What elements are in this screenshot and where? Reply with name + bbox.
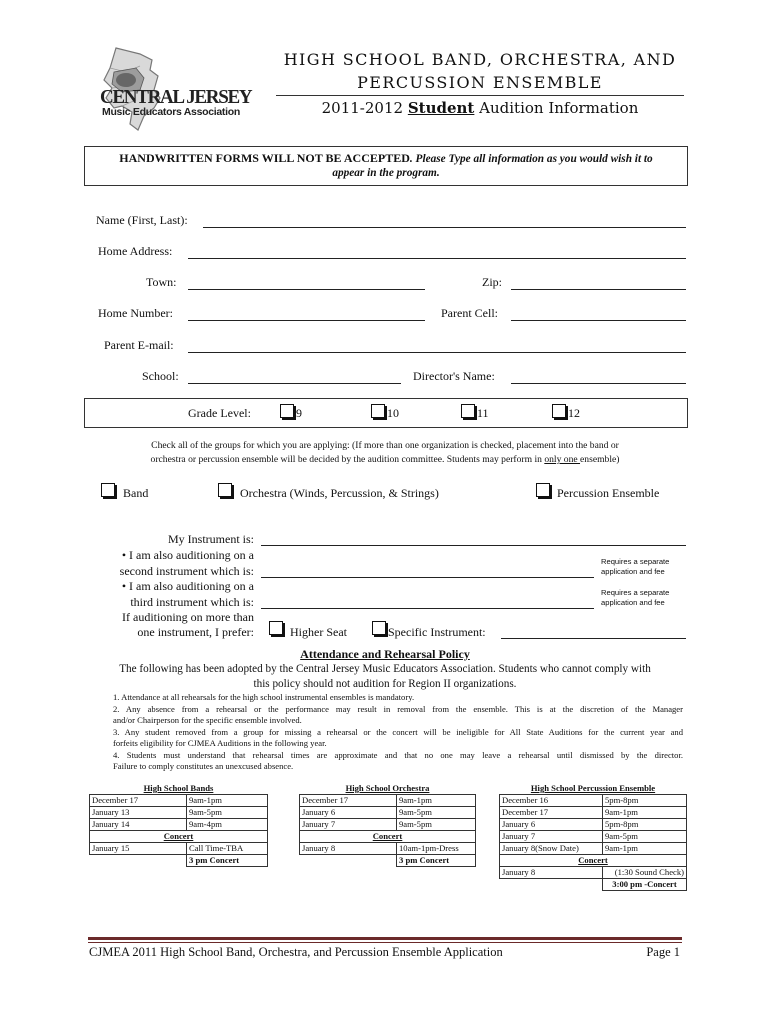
groups-note-line1: Check all of the groups for which you are applying: (If more than one organization is checked, placement into the band or: [151, 440, 619, 451]
grade-10-checkbox[interactable]: [371, 404, 385, 418]
policy-intro1: The following has been adopted by the Central Jersey Music Educators Association. Students who cannot comply with: [119, 663, 651, 675]
name-field[interactable]: [203, 227, 686, 228]
bands-title: High School Bands: [90, 783, 268, 795]
date-cell: January 8: [300, 843, 397, 855]
third-instrument-label-b: third instrument which is:: [130, 595, 254, 609]
rule-line: 2. Any absence from a rehearsal or the performance may result in removal from the ensemble. This is at the discretion of the Manager: [113, 703, 683, 714]
notice-line2: appear in the program.: [332, 167, 440, 179]
time-cell: 9am-4pm: [187, 819, 268, 831]
name-label: Name (First, Last):: [96, 213, 188, 227]
grade-12-label: 12: [568, 406, 580, 420]
orchestra-title: High School Orchestra: [300, 783, 476, 795]
percussion-label: Percussion Ensemble: [557, 486, 660, 500]
my-instrument-label: My Instrument is:: [168, 532, 254, 546]
table-row: [90, 855, 268, 867]
percussion-checkbox[interactable]: [536, 483, 550, 497]
policy-intro2: this policy should not audition for Region II organizations.: [253, 678, 517, 690]
specific-instrument-field[interactable]: [501, 638, 686, 639]
table-row: [300, 855, 476, 867]
second-requires-a: Requires a separate: [601, 557, 670, 566]
third-requires-note: [601, 588, 669, 608]
date-cell: January 8: [500, 867, 603, 879]
table-row: [90, 807, 268, 819]
time-cell: 9am-1pm: [603, 807, 687, 819]
specific-instrument-checkbox[interactable]: [372, 621, 386, 635]
parent-email-field[interactable]: [188, 352, 686, 353]
time-cell: 3:00 pm -Concert: [603, 879, 687, 891]
table-row: [90, 819, 268, 831]
date-cell: January 6: [300, 807, 397, 819]
time-cell: 5pm-8pm: [603, 819, 687, 831]
table-row: [500, 819, 687, 831]
subtitle-rest: Audition Information: [479, 99, 639, 117]
title-line2: PERCUSSION ENSEMBLE: [357, 73, 603, 92]
date-cell: December 17: [500, 807, 603, 819]
date-cell: December 17: [90, 795, 187, 807]
table-row: [90, 795, 268, 807]
orchestra-checkbox[interactable]: [218, 483, 232, 497]
table-row: [90, 843, 268, 855]
time-cell: (1:30 Sound Check): [603, 867, 687, 879]
concert-heading: Concert: [300, 831, 476, 843]
time-cell: Call Time-TBA: [187, 843, 268, 855]
date-cell: January 6: [500, 819, 603, 831]
empty-cell: [90, 855, 187, 867]
director-label: Director's Name:: [413, 369, 495, 383]
groups-note-underline: only one: [544, 454, 581, 465]
third-requires-a: Requires a separate: [601, 588, 670, 597]
second-instrument-label-a: • I am also auditioning on a: [121, 548, 254, 562]
concert-heading: Concert: [500, 855, 687, 867]
second-instrument-field[interactable]: [261, 577, 594, 578]
empty-cell: [500, 879, 603, 891]
date-cell: January 7: [500, 831, 603, 843]
rule-line: 1. Attendance at all rehearsals for the high school instrumental ensembles is mandatory.: [113, 692, 415, 702]
subtitle-student: Student: [407, 99, 475, 117]
specific-instrument-label: Specific Instrument:: [388, 625, 486, 639]
higher-seat-label: Higher Seat: [290, 625, 347, 639]
logo-line2: Music Educators Association: [102, 106, 240, 118]
table-row: [500, 879, 687, 891]
home-number-field[interactable]: [188, 320, 425, 321]
grade-12-checkbox[interactable]: [552, 404, 566, 418]
band-label: Band: [123, 486, 149, 500]
time-cell: 9am-1pm: [603, 843, 687, 855]
parent-cell-field[interactable]: [511, 320, 686, 321]
third-instrument-field[interactable]: [261, 608, 594, 609]
time-cell: 9am-1pm: [397, 795, 476, 807]
table-row: [500, 843, 687, 855]
orchestra-label: Orchestra (Winds, Percussion, & Strings): [240, 486, 439, 500]
notice-line1: [84, 151, 688, 166]
date-cell: January 7: [300, 819, 397, 831]
parent-cell-label: Parent Cell:: [441, 306, 498, 320]
second-requires-note: [601, 557, 669, 577]
percussion-title: High School Percussion Ensemble: [500, 783, 687, 795]
second-instrument-label-b: second instrument which is:: [119, 564, 254, 578]
title-rule: [276, 95, 684, 96]
notice-italic1: . Please Type all information as you would wish it to: [409, 153, 653, 165]
rule-line: and/or Chairperson for the specific ensemble involved.: [113, 715, 302, 725]
rule-line: 3. Any student removed from a group for missing a rehearsal or the concert will be ineligible for All State Auditions for the current year and: [113, 726, 683, 737]
third-instrument-label-a: • I am also auditioning on a: [121, 579, 254, 593]
grade-9-label: 9: [296, 406, 302, 420]
table-row: [500, 831, 687, 843]
groups-note-post: ensemble): [580, 454, 620, 465]
preference-label-b: one instrument, I prefer:: [137, 625, 254, 639]
table-row: [500, 795, 687, 807]
date-cell: January 14: [90, 819, 187, 831]
concert-heading: Concert: [90, 831, 268, 843]
page-number: Page 1: [646, 945, 680, 959]
date-cell: January 8(Snow Date): [500, 843, 603, 855]
subtitle: [276, 99, 684, 117]
table-row: [300, 807, 476, 819]
time-cell: 9am-5pm: [397, 807, 476, 819]
title-line1: HIGH SCHOOL BAND, ORCHESTRA, AND: [283, 50, 677, 69]
higher-seat-checkbox[interactable]: [269, 621, 283, 635]
time-cell: 3 pm Concert: [187, 855, 268, 867]
time-cell: 9am-1pm: [187, 795, 268, 807]
zip-label: Zip:: [482, 275, 502, 289]
band-checkbox[interactable]: [101, 483, 115, 497]
table-row: [500, 867, 687, 879]
time-cell: 9am-5pm: [603, 831, 687, 843]
time-cell: 9am-5pm: [397, 819, 476, 831]
grade-10-label: 10: [387, 406, 399, 420]
grade-9-checkbox[interactable]: [280, 404, 294, 418]
my-instrument-field[interactable]: [261, 545, 686, 546]
policy-heading: Attendance and Rehearsal Policy: [300, 647, 470, 661]
director-field[interactable]: [511, 383, 686, 384]
grade-label: Grade Level:: [188, 406, 251, 420]
school-field[interactable]: [188, 383, 401, 384]
notice-bold: HANDWRITTEN FORMS WILL NOT BE ACCEPTED: [119, 151, 410, 165]
time-cell: 5pm-8pm: [603, 795, 687, 807]
school-label: School:: [142, 369, 179, 383]
third-requires-b: application and fee: [601, 598, 665, 607]
second-requires-b: application and fee: [601, 567, 665, 576]
town-field[interactable]: [188, 289, 425, 290]
date-cell: December 17: [300, 795, 397, 807]
percussion-schedule-table: [499, 783, 687, 891]
grade-11-label: 11: [477, 406, 489, 420]
date-cell: December 16: [500, 795, 603, 807]
grade-box: [84, 398, 688, 428]
groups-note-line2: [84, 454, 686, 465]
table-row: [500, 807, 687, 819]
table-row: [300, 819, 476, 831]
logo-line1: CENTRAL JERSEY: [100, 86, 252, 109]
date-cell: January 15: [90, 843, 187, 855]
address-field[interactable]: [188, 258, 686, 259]
zip-field[interactable]: [511, 289, 686, 290]
rule-line: 4. Students must understand that rehearsal times are approximate and that no one may leave a rehearsal until dismissed by the director.: [113, 749, 683, 760]
table-row: [300, 795, 476, 807]
footer-rule: [88, 937, 682, 943]
bands-schedule-table: [89, 783, 268, 867]
empty-cell: [300, 855, 397, 867]
orchestra-schedule-table: [299, 783, 476, 867]
home-number-label: Home Number:: [98, 306, 173, 320]
date-cell: January 13: [90, 807, 187, 819]
town-label: Town:: [146, 275, 177, 289]
policy-rules: [113, 692, 683, 773]
rule-line: Failure to comply constitutes an unexcused absence.: [113, 761, 294, 771]
groups-note-pre: orchestra or percussion ensemble will be decided by the audition committee. Students may perform in: [150, 454, 545, 465]
time-cell: 9am-5pm: [187, 807, 268, 819]
parent-email-label: Parent E-mail:: [104, 338, 174, 352]
footer-title: CJMEA 2011 High School Band, Orchestra, and Percussion Ensemble Application: [89, 945, 503, 959]
table-row: [300, 843, 476, 855]
grade-11-checkbox[interactable]: [461, 404, 475, 418]
subtitle-year: 2011-2012: [321, 99, 404, 117]
cjmea-logo: [92, 46, 272, 136]
preference-label-a: If auditioning on more than: [122, 610, 254, 624]
address-label: Home Address:: [98, 244, 173, 258]
rule-line: forfeits eligibility for CJMEA Auditions in the following year.: [113, 738, 327, 748]
time-cell: 10am-1pm-Dress: [397, 843, 476, 855]
time-cell: 3 pm Concert: [397, 855, 476, 867]
